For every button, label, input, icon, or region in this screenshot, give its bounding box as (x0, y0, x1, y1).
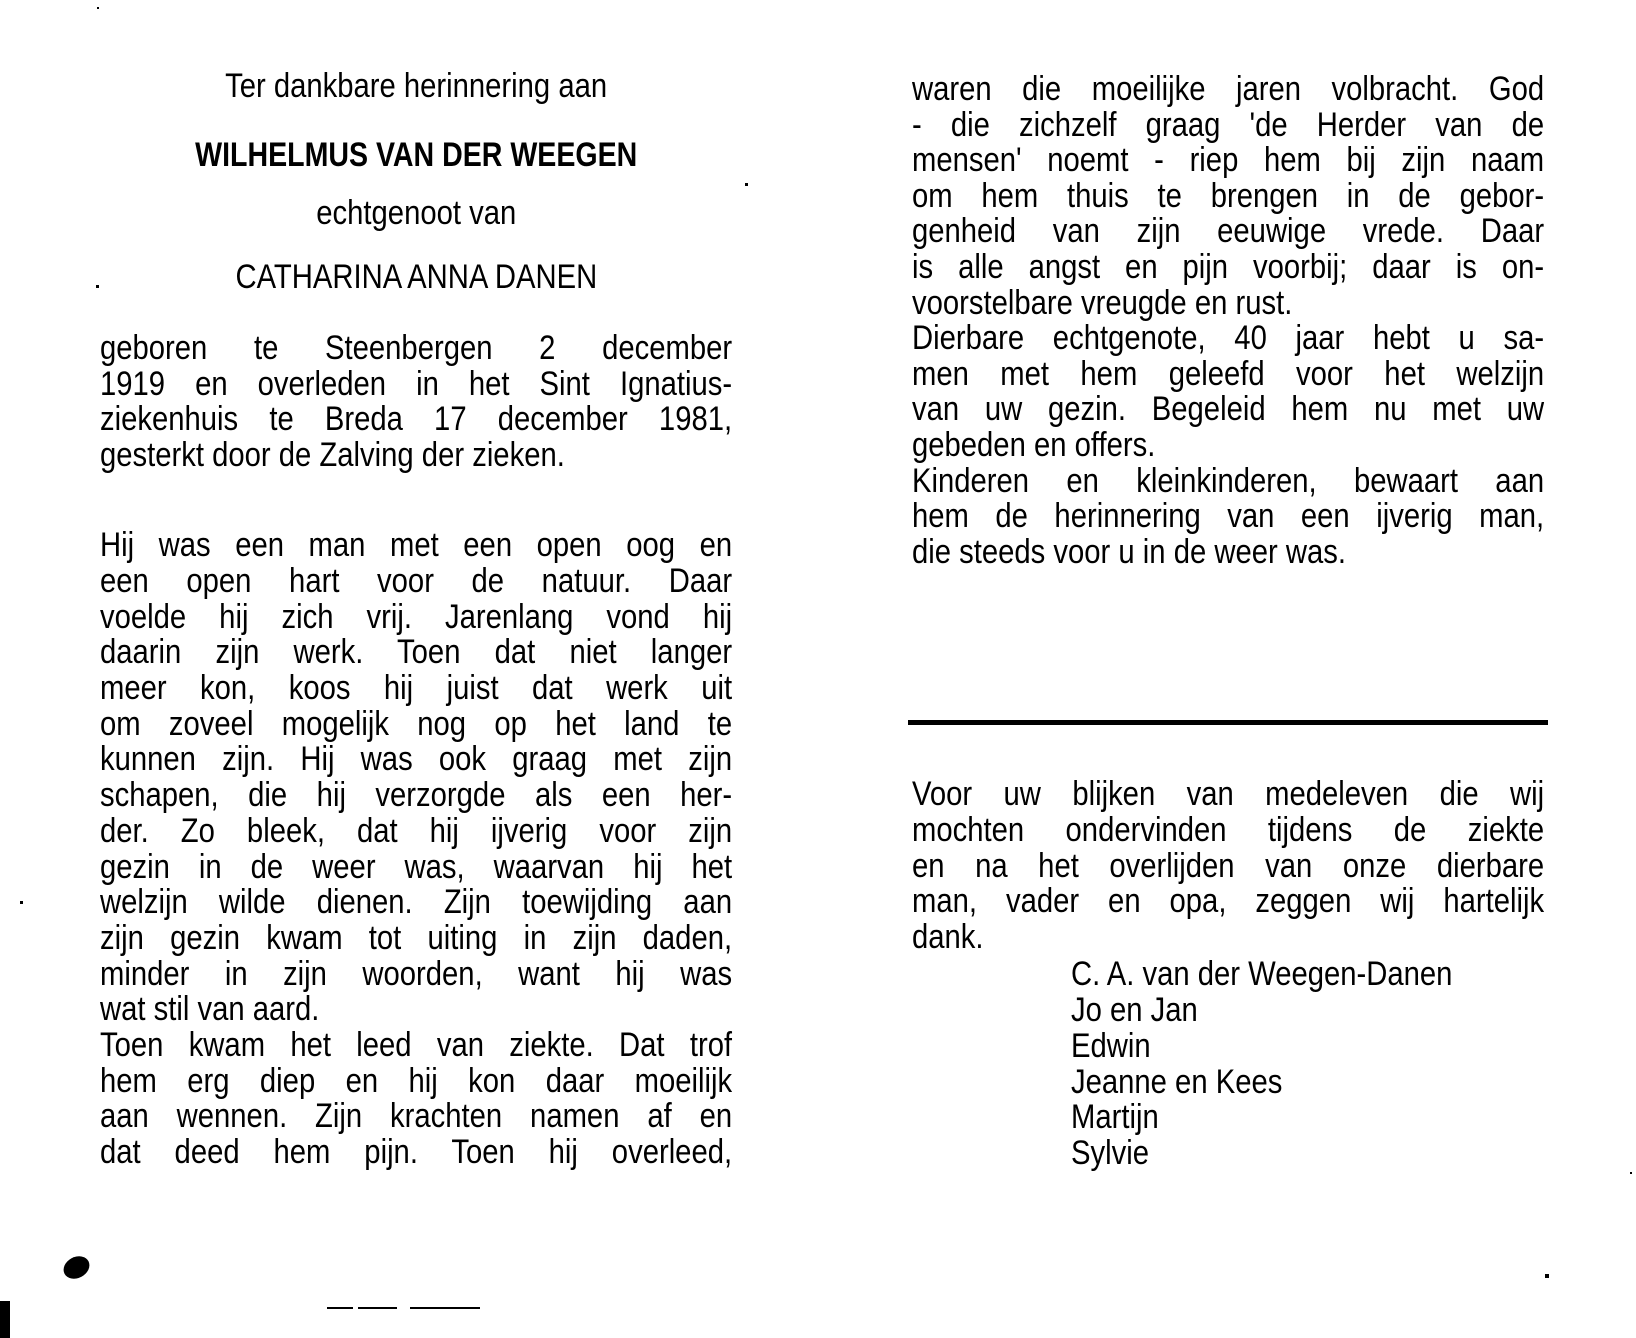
text-line: waren die moeilijke jaren volbracht. God (912, 71, 1545, 107)
signature-line: C. A. van der Weegen-Danen (1071, 955, 1453, 993)
intro-line (100, 66, 732, 106)
text-line: gesterkt door de Zalving der zieken. (100, 436, 565, 474)
text-line: dat deed hem pijn. Toen hij overleed, (100, 1134, 733, 1170)
text-line: ziekenhuis te Breda 17 december 1981, (100, 401, 733, 437)
text-line: om hem thuis te brengen in de gebor- (912, 178, 1545, 214)
text-line: om zoveel mogelijk nog op het land te (100, 706, 733, 742)
deceased-name-text: WILHELMUS VAN DER WEEGEN (194, 136, 638, 174)
ink-blot (60, 1252, 94, 1283)
scan-dash (410, 1307, 480, 1309)
text-line: minder in zijn woorden, want hij was (100, 956, 733, 992)
text-line: een open hart voor de natuur. Daar (100, 563, 733, 599)
speck (1545, 1274, 1549, 1278)
text-line: genheid van zijn eeuwige vrede. Daar (912, 213, 1545, 249)
text-line: Toen kwam het leed van ziekte. Dat trof (100, 1027, 733, 1063)
text-line: gezin in de weer was, waarvan hij het (100, 849, 733, 885)
signature-line: Jo en Jan (1071, 991, 1198, 1029)
speck (20, 901, 23, 904)
text-line: voelde hij zich vrij. Jarenlang vond hij (100, 599, 733, 635)
text-line: en na het overlijden van onze dierbare (912, 848, 1545, 884)
signature-line: Martijn (1071, 1098, 1159, 1136)
text-line: voorstelbare vreugde en rust. (912, 284, 1293, 322)
speck (1630, 1172, 1632, 1174)
text-line: welzijn wilde dienen. Zijn toewijding aan (100, 884, 733, 920)
scan-dash (327, 1307, 353, 1309)
text-line: geboren te Steenbergen 2 december (100, 330, 733, 366)
section-divider (908, 720, 1548, 725)
speck (96, 285, 99, 288)
speck (97, 7, 99, 9)
text-line: Hij was een man met een open oog en (100, 527, 733, 563)
text-line: dank. (912, 918, 984, 956)
text-line: daarin zijn werk. Toen dat niet langer (100, 634, 733, 670)
text-line: der. Zo bleek, dat hij ijverig voor zijn (100, 813, 733, 849)
speck (745, 183, 748, 186)
scan-dash (358, 1307, 397, 1309)
text-line: Voor uw blijken van medeleven die wij (912, 776, 1545, 812)
spouse-name (100, 257, 732, 297)
text-line: is alle angst en pijn voorbij; daar is on- (912, 249, 1545, 285)
text-line: van uw gezin. Begeleid hem nu met uw (912, 391, 1545, 427)
text-line: mensen' noemt - riep hem bij zijn naam (912, 142, 1545, 178)
edge-mark (0, 1301, 10, 1338)
text-line: - die zichzelf graag 'de Herder van de (912, 107, 1545, 143)
text-line: hem de herinnering van een ijverig man, (912, 498, 1545, 534)
text-line: Kinderen en kleinkinderen, bewaart aan (912, 463, 1545, 499)
text-line: men met hem geleefd voor het welzijn (912, 356, 1545, 392)
deceased-name (100, 135, 732, 175)
intro-text: Ter dankbare herinnering aan (224, 67, 607, 105)
spouse-name-text: CATHARINA ANNA DANEN (235, 258, 597, 296)
text-line: zijn gezin kwam tot uiting in zijn daden, (100, 920, 733, 956)
text-line: man, vader en opa, zeggen wij hartelijk (912, 883, 1545, 919)
text-line: gebeden en offers. (912, 426, 1156, 464)
signature-line: Edwin (1071, 1027, 1151, 1065)
signature-line: Jeanne en Kees (1071, 1063, 1283, 1101)
text-line: wat stil van aard. (100, 990, 320, 1028)
text-line: hem erg diep en hij kon daar moeilijk (100, 1063, 733, 1099)
relation-line (100, 193, 732, 233)
text-line: schapen, die hij verzorgde als een her- (100, 777, 733, 813)
text-line: 1919 en overleden in het Sint Ignatius- (100, 366, 733, 402)
signature-line: Sylvie (1071, 1134, 1150, 1172)
text-line: aan wennen. Zijn krachten namen af en (100, 1098, 733, 1134)
relation-text: echtgenoot van (316, 194, 516, 232)
text-line: kunnen zijn. Hij was ook graag met zijn (100, 741, 733, 777)
text-line: Dierbare echtgenote, 40 jaar hebt u sa- (912, 320, 1545, 356)
text-line: mochten ondervinden tijdens de ziekte (912, 812, 1545, 848)
text-line: die steeds voor u in de weer was. (912, 533, 1346, 571)
text-line: meer kon, koos hij juist dat werk uit (100, 670, 733, 706)
